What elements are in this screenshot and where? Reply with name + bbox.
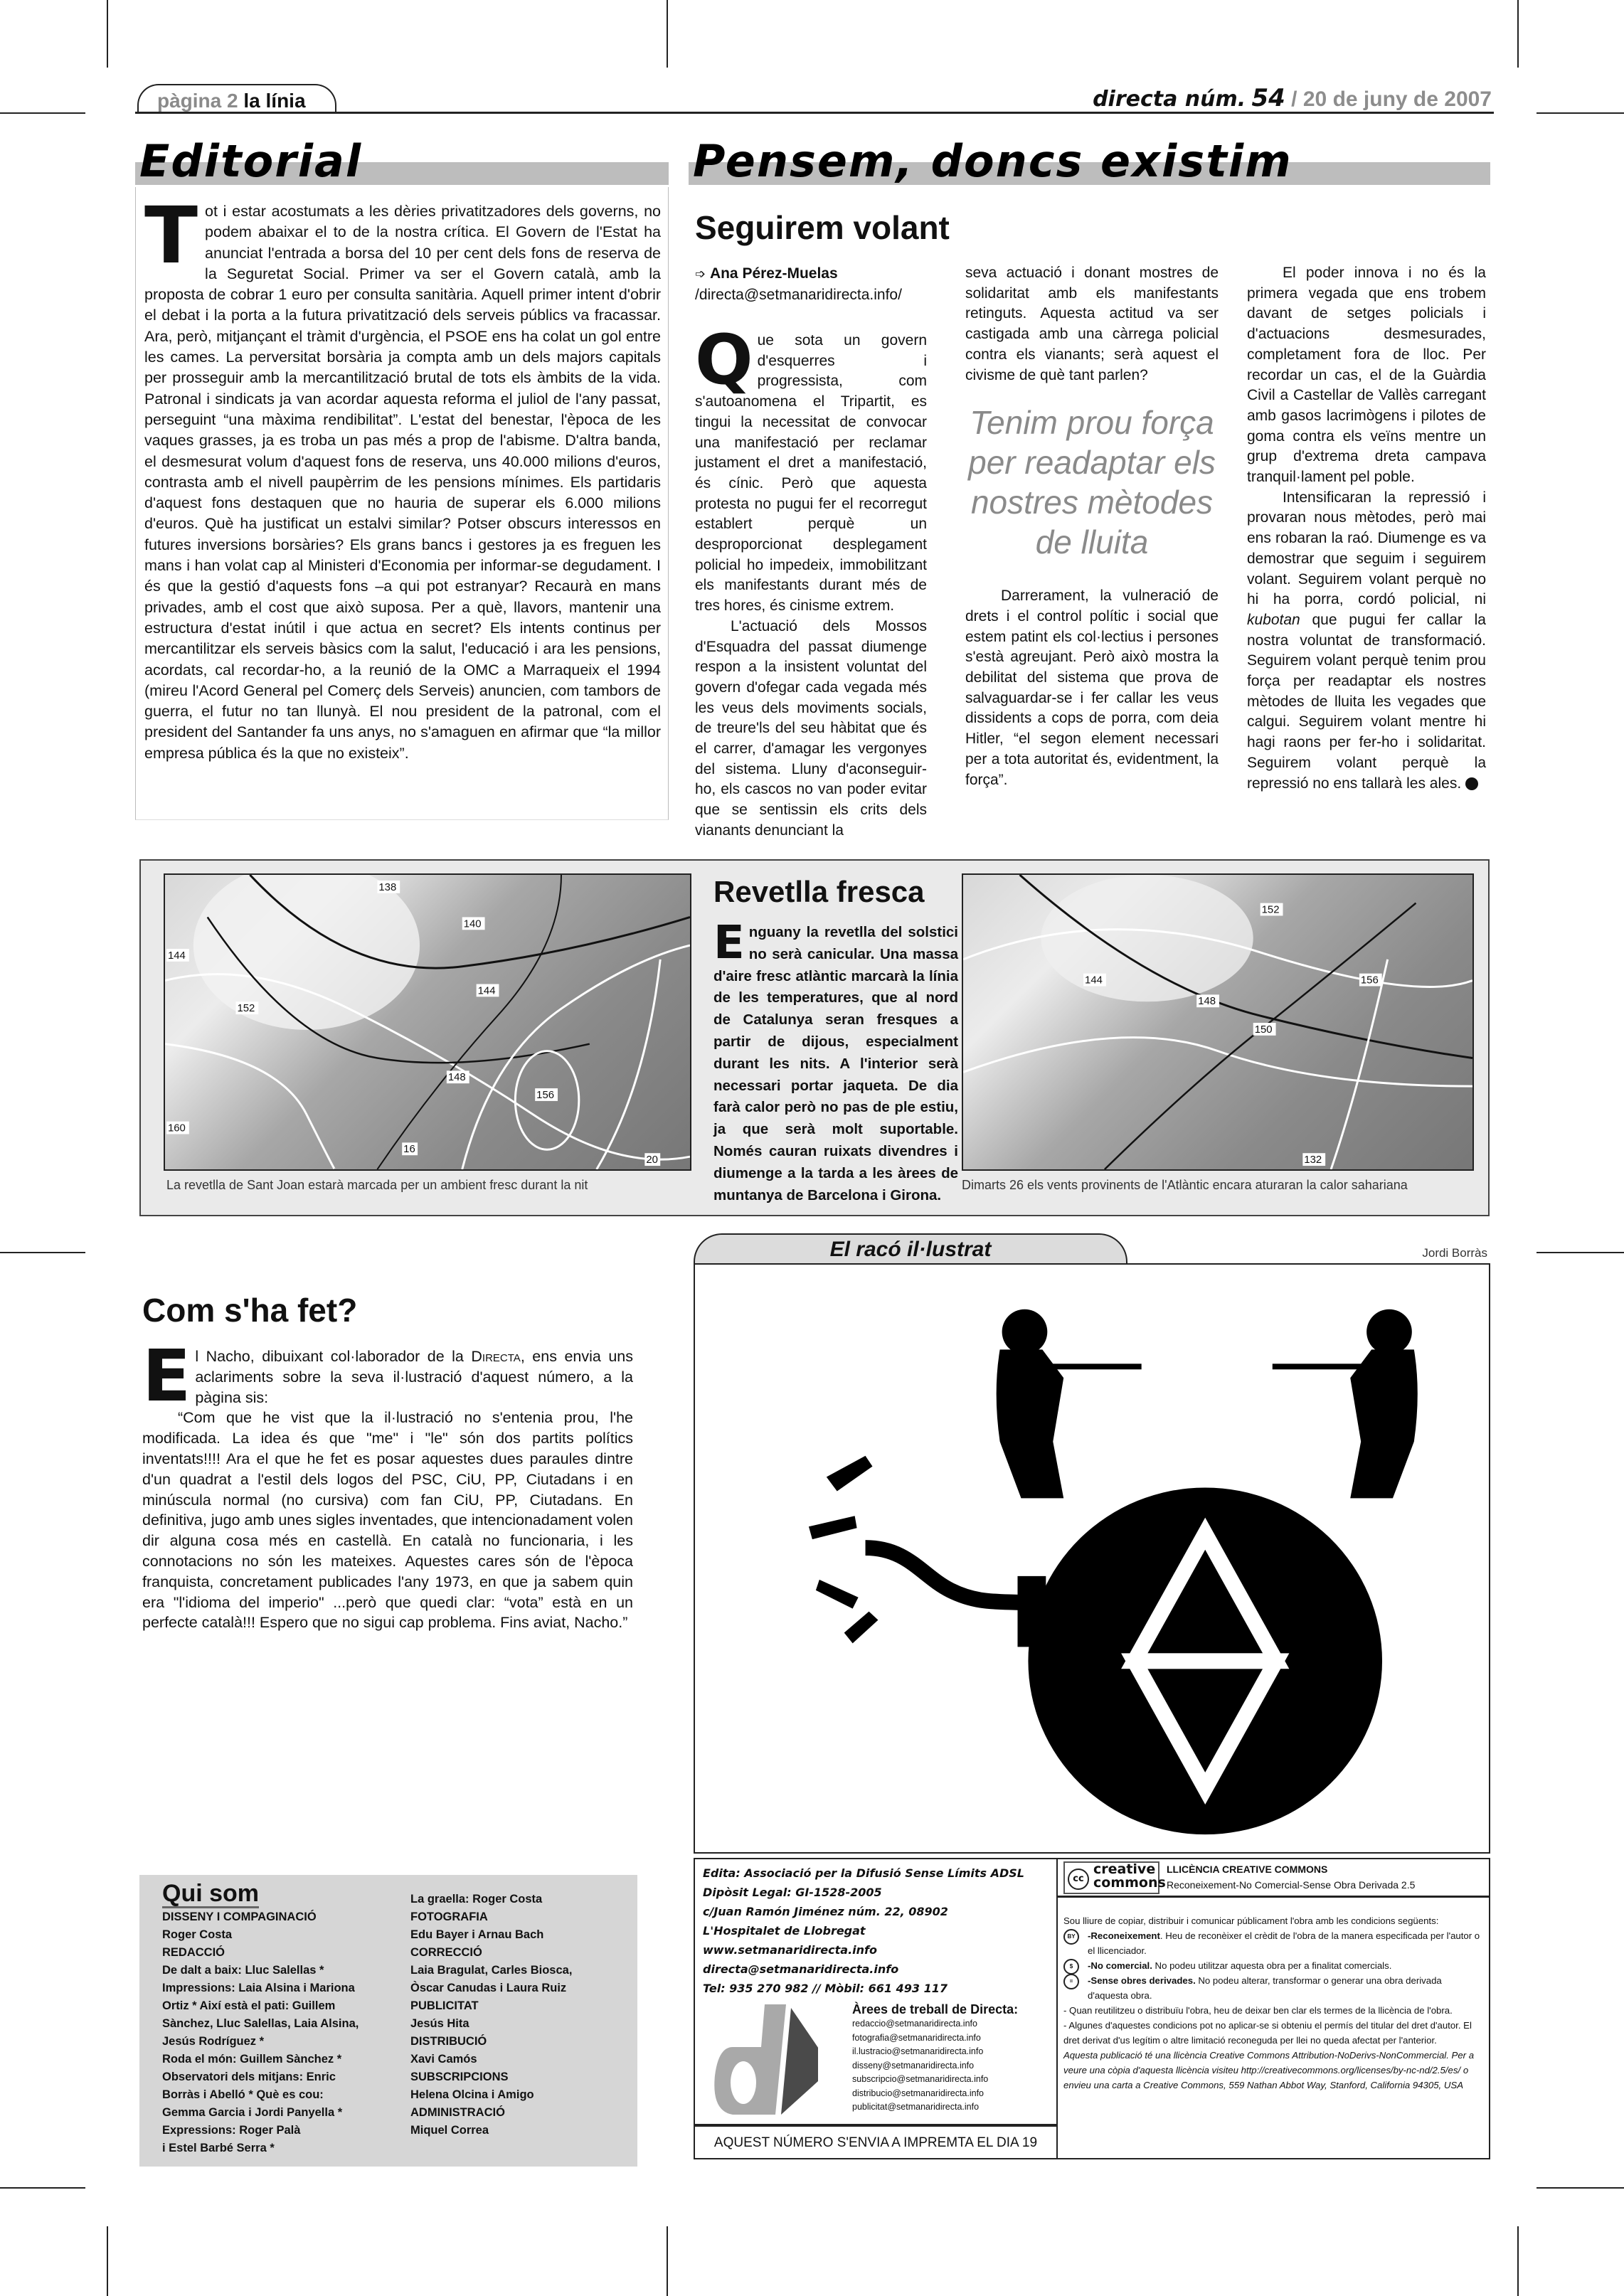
opinion-text: Intensificaran la repressió i provaran nous mètodes, però mai ens robaran la raó. Diumenge es va demostrar que seguim i seguirem volant. Seguirem volant perquè no hi ha porra, cordó policial, ni <box>1247 489 1486 608</box>
staff-line: Jesús Rodríguez * <box>162 2035 265 2048</box>
license-subtitle: Reconeixement-No Comercial-Sense Obra Derivada 2.5 <box>1167 1879 1416 1891</box>
header-separator: / <box>1291 87 1297 111</box>
opinion-column-2 <box>965 263 1219 790</box>
opinion-paragraph: seva actuació i donant mostres de solidaritat amb els manifestants retinguts. Aquesta actitud va ser castigada amb una càrrega policial contra els vianants; serà aquest el civisme de què tant parlen? <box>965 265 1219 383</box>
work-areas <box>852 2002 1018 2115</box>
map-left-caption: La revetlla de Sant Joan estarà marcada per un ambient fresc durant la nit <box>166 1178 588 1192</box>
staff-line: Helena Olcina i Amigo <box>410 2088 534 2101</box>
svg-text:16: 16 <box>403 1144 415 1156</box>
email-link[interactable]: directa@setmanaridirecta.info <box>703 1962 899 1976</box>
opinion-column-3 <box>1247 263 1506 794</box>
opinion-paragraph <box>1247 488 1506 794</box>
editorial-title: Editorial <box>139 135 363 187</box>
weather-dropcap: E <box>713 917 745 969</box>
illustration-author: Jordi Borràs <box>1422 1246 1487 1260</box>
staff-column-1 <box>162 1908 359 2157</box>
howto-text <box>142 1334 634 1633</box>
staff-line: Jesús Hita <box>410 2017 469 2030</box>
svg-text:160: 160 <box>167 1122 186 1134</box>
opinion-headline: Seguirem volant <box>695 209 950 246</box>
staff-line: Òscar Canudas i Laura Ruiz <box>410 1982 567 1994</box>
svg-text:132: 132 <box>1304 1154 1322 1166</box>
staff-line: i Estel Barbé Serra * <box>162 2142 275 2154</box>
bomb-illustration <box>695 1265 1489 1852</box>
staff-line: ADMINISTRACIÓ <box>410 2106 505 2119</box>
opinion-paragraph: El poder innova i no és la primera vegada que ens trobem davant de setges policials i d'actuacions desmesurades, completament fora de lloc. Per recordar un cas, el de la Guàrdia Civil a Castellar de Vallès carregant amb gasos lacrimògens i pilotes de goma contra els veïns mentre un grup d'extrema dreta campava tranquil·lament pel poble. <box>1247 265 1486 486</box>
svg-text:138: 138 <box>378 881 397 893</box>
staff-line: Borràs i Abelló * Què es cou: <box>162 2088 324 2101</box>
svg-text:148: 148 <box>1198 996 1216 1008</box>
staff-title: Qui som <box>162 1880 260 1907</box>
weather-map-right <box>962 873 1474 1171</box>
condition-text: No podeu utilitzar aquesta obra per a finalitat comercials. <box>1152 1960 1392 1971</box>
weather-text <box>713 917 958 1206</box>
editorial-title-bar <box>135 135 669 187</box>
howto-intro-text: l Nacho, dibuixant col·laborador de la <box>195 1348 472 1365</box>
section-label: la línia <box>243 90 306 112</box>
area-email-link[interactable]: il.lustracio@setmanaridirecta.info <box>852 2046 984 2056</box>
no-derivatives-icon: = <box>1063 1974 1079 1989</box>
soldier-silhouette-icon <box>997 1309 1418 1499</box>
condition-name: -Reconeixement <box>1088 1930 1160 1941</box>
opinion-text: ue sota un govern d'esquerres i progressista, com s'autoanomena el Tripartit, es tingui la necessitat de convocar una manifestació per reclamar justament el dret a manifestació, és cínic. Però que aquesta protesta no pugui fer el recorregut establert perquè un desproporcionat desplegament policial ho impedeix, immobilitzant els manifestants durant més de tres hores, és cinisme extrem. <box>695 332 927 615</box>
crop-mark <box>667 0 668 68</box>
italic-term: kubotan <box>1247 611 1300 628</box>
editorial-text: ot i estar acostumats a les dèries privatitzadores dels governs, no podem abaixar el to de la nostra crítica. El Govern de l'Estat ha anunciat l'entrada a borsa del 10 per cent dels fons de reserva de la Seguretat Social. Primer va ser el Govern català, amb la proposta de cobrar 1 euro per consulta sanitària. Aquell primer intent d'obrir el debat i la porta a la futura privatització dels serveis públics va fracassar. Ara, però, mitjançant el tràmit d'urgència, el PSOE ens ha colat un gol entre les cames. La perversitat borsària ja compta amb un dels majors capitals per prosseguir amb la mercantilització brutal de tots els àmbits de la vida. Patronal i sindicats ja van acordar aquesta reforma el juliol de l'any passat, perseguint “una màxima rendibilitat”. L'estat del benestar, l'època de les vaques grasses, ja es troba un pas més a prop de l'abisme. D'altra banda, el desmesurat volum d'aquest fons de reserva, uns 40.000 milions d'euros, contrasta amb el nivell paupèrrim de les pensions mínimes. Els partidaris d'aquest fons destaquen que no hauria de superar els 6.000 milions d'euros. Què ha justificat un estalvi similar? Potser obscurs interessos en futures inversions borsàries? Els grans bancs i gestores ja es freguen les mans i han volat cap al Ministeri d'Economia per informar-se degudament. I és que la gestió d'aquests fons –a qui pot estranyar? Recaurà en mans privades, amb el cost que això suposa. Per a què, llavors, mantenir una estructura d'estat inútil i que actua en secret? Els intents continus per mercantilitzar els serveis bàsics com la salut, l'educació i ara les pensions, acordats, cal recordar-ho, a la reunió de la OMC a Marraqueix el 1994 (mireu l'Acord General pel Comerç dels Serveis) anuncien, com tambors de guerra, el futur no tan llunyà. El nou president de la patronal, com el president del Santander fa uns anys, no s'amaguen en afirmar que “la millor empresa pública és la que no existeix”. <box>144 203 661 762</box>
creative-commons-logo <box>1063 1861 1166 1894</box>
staff-line: Impressions: Laia Alsina i Mariona <box>162 1982 355 1994</box>
license-condition <box>1063 1928 1483 1958</box>
staff-line: REDACCIÓ <box>162 1946 225 1959</box>
staff-line: La graella: Roger Costa <box>410 1893 543 1906</box>
credit-line: L'Hospitalet de Llobregat <box>703 1924 866 1938</box>
pen-arrow-icon: ➩ <box>695 267 706 281</box>
staff-column-2 <box>410 1891 572 2140</box>
howto-intro <box>142 1334 634 1418</box>
area-email-link[interactable]: subscripcio@setmanaridirecta.info <box>852 2074 989 2084</box>
crop-mark <box>1537 112 1624 114</box>
svg-text:144: 144 <box>167 950 186 962</box>
howto-quote: “Com que he vist que la il·lustració no s'entenia prou, l'he modificada. La idea és que "me" i "le" són dos partits polítics inventats!!!! Ara el que he fet es posar aquestes dues paraules dintre d'un quadrat a l'estil dels logos del PSC, CiU, PP, Ciutadans i en minúscula normal (no cursiva) com fan CiU, PP, Ciutadans. En definitiva, jugo amb unes sigles inventades, que intencionadament volen dir alguna cosa més en castellà. En català no funcionaria, i les connotacions no són les mateixes. Aquestes cares són de l'època franquista, concretament publicades l'any 1973, en que ja sabem quin era "l'idioma del imperio" ...però que quedi clar: “vota” està en un perfecte català!!! Espero que no sigui cap problema. Fins aviat, Nacho.” <box>142 1409 633 1632</box>
staff-line: De dalt a baix: Lluc Salellas * <box>162 1964 324 1977</box>
opinion-paragraph: L'actuació dels Mossos d'Esquadra del passat diumenge respon a la insistent voluntat del govern d'ofegar cada vegada més les veus dels moviments socials, de treure'ls del seu hàbitat que és el carrer, d'amagar les vergonyes del sistema. Lluny d'aconseguir-ho, els cascos no van poder evitar que se sentissin els crits dels vianants denunciant la <box>695 617 927 839</box>
author-name: Ana Pérez-Muelas <box>709 265 838 282</box>
cc-logo-text: creative <box>1093 1861 1156 1877</box>
weather-body: nguany la revetlla del solstici no serà canicular. Una massa d'aire fresc atlàntic marcarà la línia de les temperatures, que al nord de Catalunya seran fresques a partir de dijous, especialment durant les nits. A l'interior serà necessari portar jaqueta. De dia farà calor però no pas de ple estiu, ja que serà molt suportable. Només cauran ruixats divendres i diumenge a la tarda a les àrees de muntanya de Barcelona i Girona. <box>713 924 958 1203</box>
howto-title: Com s'ha fet? <box>142 1292 358 1329</box>
svg-text:140: 140 <box>463 918 482 930</box>
staff-line: PUBLICITAT <box>410 1999 479 2012</box>
author-email[interactable]: /directa@setmanaridirecta.info/ <box>695 287 902 303</box>
crop-mark <box>1537 2187 1624 2189</box>
staff-line: Miquel Correa <box>410 2124 489 2137</box>
license-link-note: Aquesta publicació té una llicència Creative Commons Attribution-NoDerivs-NonCommercial. Per a veure una còpia d'aquesta llicència visiteu http://creativecommons.org/licenses/by-nc-nd/2.5/es/ o envieu una carta a Creative Commons, 559 Nathan Abbot Way, Stanford, California 94305, USA <box>1063 2050 1475 2090</box>
page-number-label: pàgina 2 <box>157 90 238 112</box>
svg-text:144: 144 <box>477 985 496 997</box>
staff-line: CORRECCIÓ <box>410 1946 482 1959</box>
staff-line: Observatori dels mitjans: Enric <box>162 2071 336 2083</box>
staff-line: Roger Costa <box>162 1928 233 1941</box>
license-condition <box>1063 1958 1483 1973</box>
publication-name: directa núm. <box>1093 87 1246 112</box>
illustrated-corner-tab: El racó il·lustrat <box>694 1233 1127 1263</box>
area-email-link[interactable]: distribucio@setmanaridirecta.info <box>852 2088 984 2098</box>
end-of-article-icon: d <box>1465 777 1478 790</box>
staff-line: Gemma Garcia i Jordi Panyella * <box>162 2106 343 2119</box>
condition-name: -No comercial. <box>1088 1960 1152 1971</box>
issue-info <box>1093 84 1492 112</box>
staff-line: Roda el món: Guillem Sànchez * <box>162 2053 342 2066</box>
staff-line: Edu Bayer i Arnau Bach <box>410 1928 544 1941</box>
crop-mark <box>0 112 85 114</box>
work-areas-title: Àrees de treball de Directa: <box>852 2002 1019 2016</box>
condition-text: No podeu alterar, transformar o generar una obra derivada d'aquesta obra. <box>1088 1975 1442 2001</box>
attribution-icon: BY <box>1063 1929 1079 1945</box>
staff-line: Sànchez, Lluc Salellas, Laia Alsina, <box>162 2017 359 2030</box>
credit-line: Edita: Associació per la Difusió Sense Límits ADSL <box>703 1866 1024 1880</box>
staff-line: DISSENY I COMPAGINACIÓ <box>162 1910 317 1923</box>
cc-logo-text: commons <box>1093 1875 1166 1891</box>
opinion-paragraph <box>695 320 927 617</box>
staff-line: Expressions: Roger Palà <box>162 2124 301 2137</box>
howto-dropcap: E <box>142 1334 191 1418</box>
issue-number: 54 <box>1251 84 1285 112</box>
license-intro: Sou lliure de copiar, distribuir i comunicar públicament l'obra amb les condicions següents: <box>1063 1915 1439 1926</box>
svg-text:152: 152 <box>237 1003 255 1015</box>
byline <box>695 263 902 306</box>
crop-mark <box>1517 2226 1519 2296</box>
area-email-link[interactable]: fotografia@setmanaridirecta.info <box>852 2032 981 2043</box>
crop-mark <box>0 2187 85 2189</box>
weather-title: Revetlla fresca <box>713 875 925 908</box>
svg-text:20: 20 <box>646 1154 658 1166</box>
area-email-link[interactable]: disseny@setmanaridirecta.info <box>852 2060 975 2071</box>
opinion-title-bar <box>689 135 1490 187</box>
isobar-chart <box>963 875 1472 1169</box>
license-note: - Quan reutilitzeu o distribuïu l'obra, heu de deixar ben clar els termes de la llicència de l'obra. <box>1063 2005 1453 2016</box>
website-link[interactable]: www.setmanaridirecta.info <box>703 1943 877 1957</box>
condition-text: . Heu de reconèixer el crèdit de l'obra de la manera especificada per l'autor o el llicenciador. <box>1088 1930 1480 1956</box>
opinion-column-1 <box>695 320 927 841</box>
print-date-note: AQUEST NÚMERO S'ENVIA A IMPREMTA EL DIA 19 <box>694 2125 1056 2159</box>
editorial-article <box>135 187 669 820</box>
crop-mark <box>107 2226 108 2296</box>
editorial-dropcap: T <box>144 190 198 281</box>
pull-quote: Tenim prou força per readaptar els nostres mètodes de lluita <box>968 404 1216 561</box>
brand-name: Directa <box>471 1348 521 1365</box>
noncommercial-icon: $ <box>1063 1959 1079 1975</box>
staff-line: Laia Bragulat, Carles Biosca, <box>410 1964 573 1977</box>
cc-icon: cc <box>1068 1869 1089 1890</box>
svg-text:150: 150 <box>1254 1024 1273 1036</box>
credit-line: Dipòsit Legal: GI-1528-2005 <box>703 1886 882 1899</box>
crop-mark <box>667 2226 668 2296</box>
staff-line: FOTOGRAFIA <box>410 1910 488 1923</box>
howto-intro-text: , ens envia uns aclariments sobre la seva il·lustració d'aquest número, a la pàgina sis: <box>195 1348 634 1406</box>
opinion-paragraph: Darrerament, la vulneració de drets i el control polític i social que estem patint els col·lectius i persones s'està agreujant. Però això mostra la debilitat del sistema que prova de salvaguardar-se i fer callar les veus dissidents a cops de porra, com deia Hitler, “el segon element necessari per a tota autoritat és, evidentment, la força”. <box>965 588 1219 788</box>
svg-text:156: 156 <box>1360 974 1379 987</box>
publisher-credits <box>703 1864 1024 1998</box>
svg-text:152: 152 <box>1261 904 1280 916</box>
license-title: LLICÈNCIA CREATIVE COMMONS <box>1167 1864 1328 1875</box>
directa-logo-icon <box>704 2004 818 2118</box>
area-email-link[interactable]: redaccio@setmanaridirecta.info <box>852 2019 977 2029</box>
opinion-dropcap: Q <box>695 320 753 400</box>
map-right-caption: Dimarts 26 els vents provinents de l'Atlàntic encara aturaran la calor sahariana <box>962 1178 1408 1192</box>
page-section-tab <box>137 84 336 112</box>
isobar-chart <box>165 875 690 1169</box>
weather-map-left <box>164 873 691 1171</box>
license-body <box>1063 1913 1483 2093</box>
credit-line: c/Juan Ramón Jiménez núm. 22, 08902 <box>703 1905 948 1918</box>
illustration-frame <box>694 1263 1490 1854</box>
staff-line: SUBSCRIPCIONS <box>410 2071 509 2083</box>
issue-date: 20 de juny de 2007 <box>1302 87 1492 111</box>
staff-line: Xavi Camós <box>410 2053 477 2066</box>
svg-text:156: 156 <box>536 1089 555 1101</box>
area-email-link[interactable]: publicitat@setmanaridirecta.info <box>852 2102 980 2112</box>
crop-mark <box>1537 1252 1624 1253</box>
license-note: - Algunes d'aquestes condicions pot no aplicar-se si obteniu el permís del titular del dret d'autor. El dret derivat d'us legítim o altre limitació reconeguda per llei no queda afectat per l'anterior. <box>1063 2020 1472 2046</box>
opinion-section-title: Pensem, doncs existim <box>693 135 1293 187</box>
crop-mark <box>107 0 108 68</box>
work-areas-list <box>852 2017 1018 2115</box>
license-condition <box>1063 1973 1483 2003</box>
svg-text:148: 148 <box>447 1072 466 1084</box>
crop-mark <box>0 1252 85 1253</box>
svg-text:144: 144 <box>1085 974 1103 987</box>
condition-name: -Sense obres derivades. <box>1088 1975 1196 1986</box>
staff-line: Ortiz * Així està el pati: Guillem <box>162 1999 336 2012</box>
editorial-body <box>144 190 661 764</box>
staff-line: DISTRIBUCIÓ <box>410 2035 487 2048</box>
crop-mark <box>1517 0 1519 68</box>
phone-line: Tel: 935 270 982 // Mòbil: 661 493 117 <box>703 1982 948 1995</box>
opinion-text: que pugui fer callar la nostra voluntat de transformació. Seguirem volant perquè tenim prou força per readaptar els nostres mètodes de lluita les vegades que calgui. Seguirem volant mentre hi hagi raons per fer-ho i solidaritat. Seguirem volant perquè la repressió no ens tallarà les ales. <box>1247 611 1486 792</box>
